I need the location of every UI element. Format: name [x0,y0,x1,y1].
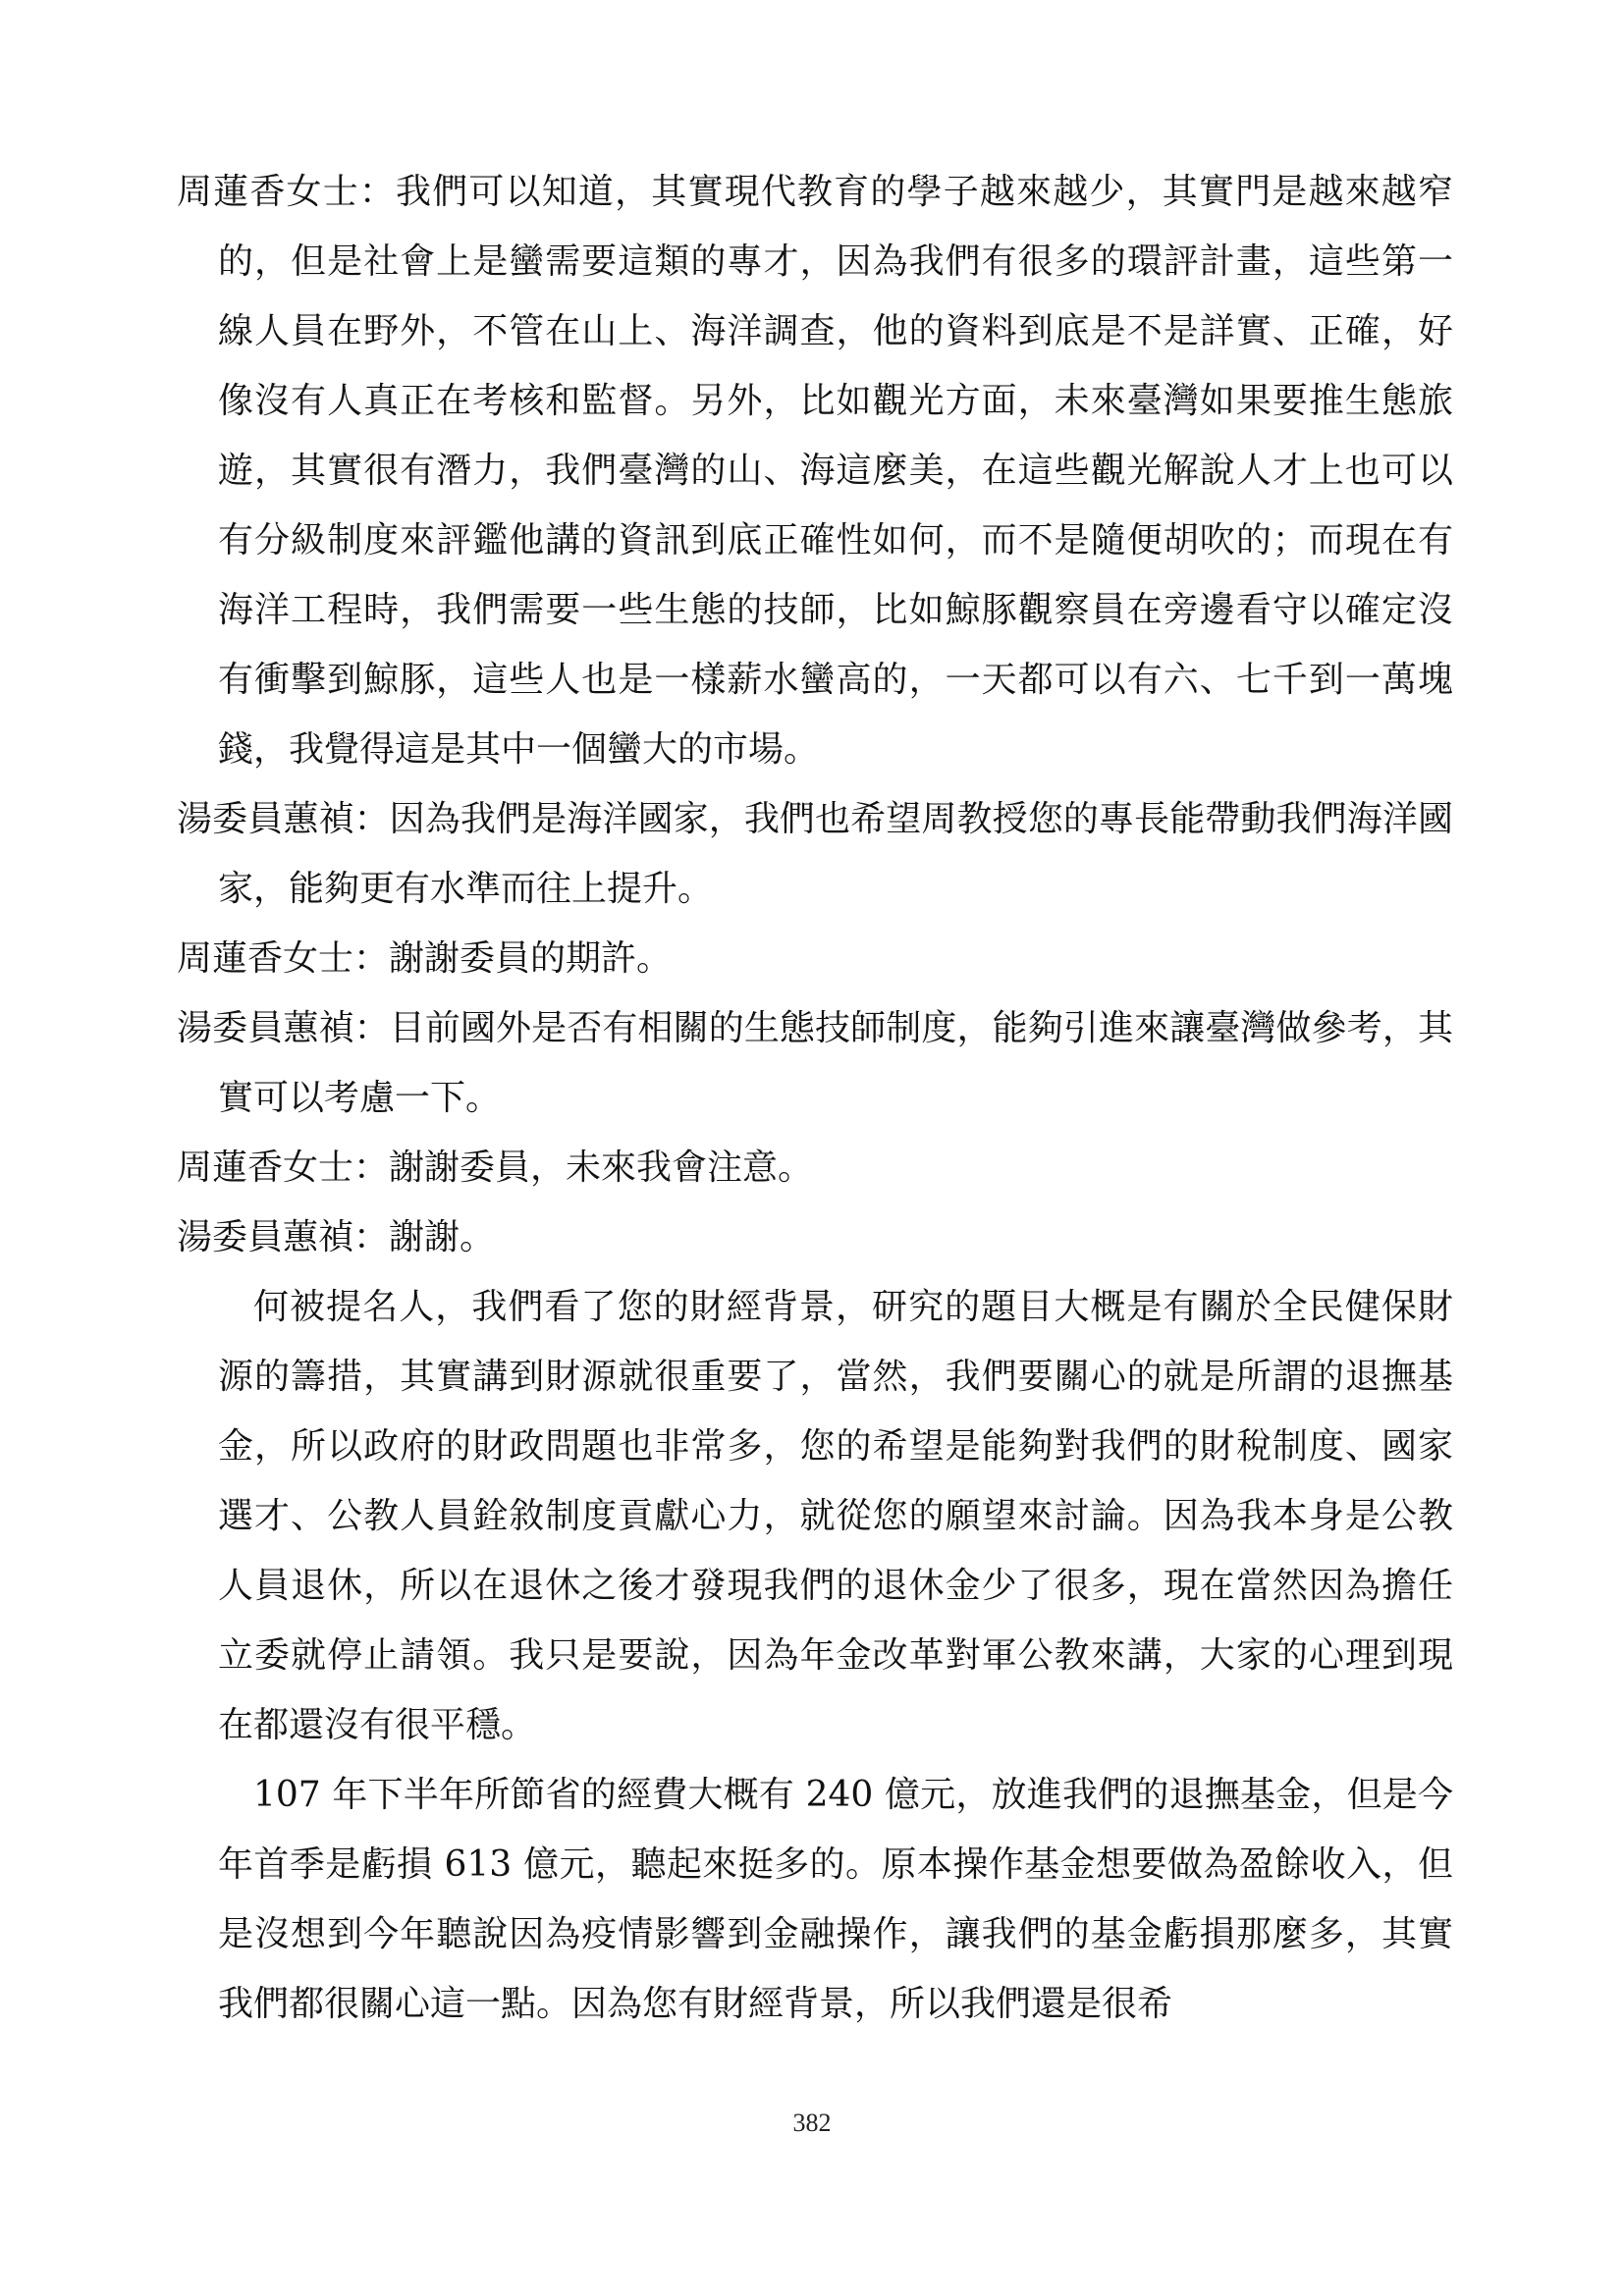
speech-paragraph: 湯委員蕙禎：因為我們是海洋國家，我們也希望周教授您的專長能帶動我們海洋國家，能夠更有水準而往上提升。 [177,799,1453,909]
speech-paragraph: 湯委員蕙禎：目前國外是否有相關的生態技師制度，能夠引進來讓臺灣做參考，其實可以考慮一下。 [177,1008,1453,1118]
transcript-body [177,157,1453,2039]
speech-paragraph: 周蓮香女士：謝謝委員的期許。 [177,938,673,979]
page-number: 382 [792,2109,832,2137]
speech-paragraph: 湯委員蕙禎：謝謝。 [177,1217,496,1257]
speech-paragraph: 周蓮香女士：我們可以知道，其實現代教育的學子越來越少，其實門是越來越窄的，但是社會上是蠻需要這類的專才，因為我們有很多的環評計畫，這些第一線人員在野外，不管在山上、海洋調查，他的資料到底是不是詳實、正確，好像沒有人真正在考核和監督。另外，比如觀光方面，未來臺灣如果要推生態旅遊，其實很有潛力，我們臺灣的山、海這麼美，在這些觀光解說人才上也可以有分級制度來評鑑他講的資訊到底正確性如何，而不是隨便胡吹的；而現在有海洋工程時，我們需要一些生態的技師，比如鯨豚觀察員在旁邊看守以確定沒有衝擊到鯨豚，這些人也是一樣薪水蠻高的，一天都可以有六、七千到一萬塊錢，我覺得這是其中一個蠻大的市場。 [177,172,1453,770]
narrative-paragraph: 107 年下半年所節省的經費大概有 240 億元，放進我們的退撫基金，但是今年首季是虧損 613 億元，聽起來挺多的。原本操作基金想要做為盈餘收入，但是沒想到今年聽說因為疫情影響到金融操作，讓我們的基金虧損那麼多，其實我們都很關心這一點。因為您有財經背景，所以我們還是很希 [218,1775,1453,2024]
narrative-paragraph: 何被提名人，我們看了您的財經背景，研究的題目大概是有關於全民健保財源的籌措，其實講到財源就很重要了，當然，我們要關心的就是所謂的退撫基金，所以政府的財政問題也非常多，您的希望是能夠對我們的財稅制度、國家選才、公教人員銓敘制度貢獻心力，就從您的願望來討論。因為我本身是公教人員退休，所以在退休之後才發現我們的退休金少了很多，現在當然因為擔任立委就停止請領。我只是要說，因為年金改革對軍公教來講，大家的心理到現在都還沒有很平穩。 [218,1287,1453,1745]
speech-paragraph: 周蓮香女士：謝謝委員，未來我會注意。 [177,1148,814,1188]
